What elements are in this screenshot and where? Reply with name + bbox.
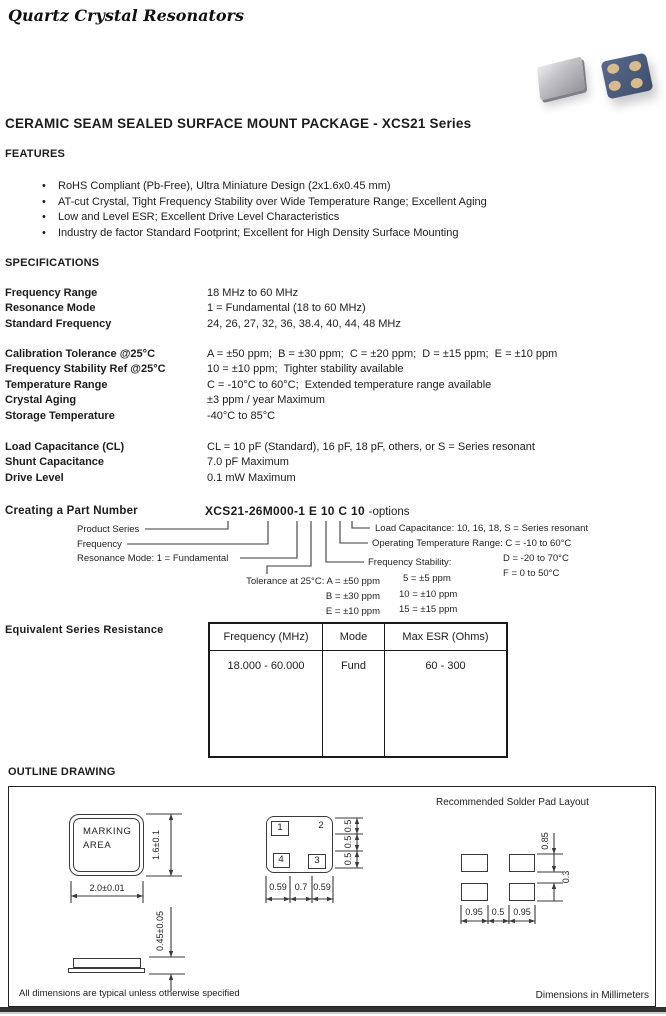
list-item: • AT-cut Crystal, Tight Frequency Stability over Wide Temperature Range; Excellent Aging <box>42 195 487 211</box>
drawing-footer-units: Dimensions in Millimeters <box>535 990 649 1001</box>
spec-row: Load Capacitance (CL) CL = 10 pF (Standard), 16 pF, 18 pF, others, or S = Series resonant <box>5 441 535 453</box>
esr-cell-mode: Fund <box>323 651 385 757</box>
solder-w1-label: 0.95 <box>465 907 483 917</box>
marking-area-line2: AREA <box>83 840 112 851</box>
list-item: • Industry de factor Standard Footprint; Excellent for High Density Surface Mounting <box>42 226 487 242</box>
spec-group-3 <box>5 440 535 486</box>
spec-row: Shunt Capacitance 7.0 pF Maximum <box>5 456 289 469</box>
part-number-label: Creating a Part Number <box>5 505 138 517</box>
pad-dim-left: 0.59 <box>269 882 287 892</box>
esr-table <box>208 622 508 758</box>
pad-3-label: 3 <box>314 855 320 866</box>
drawing-footer-note: All dimensions are typical unless otherwise specified <box>19 988 240 999</box>
pn-frequency-label: Frequency <box>77 539 122 550</box>
dim-thickness-label: 0.45±0.05 <box>155 911 165 951</box>
doc-title: Quartz Crystal Resonators <box>8 6 244 25</box>
features-heading: FEATURES <box>5 148 66 160</box>
pn-stability-10: 10 = ±10 ppm <box>399 589 458 600</box>
pn-resonance-label: Resonance Mode: 1 = Fundamental <box>77 553 229 564</box>
solder-pad <box>461 854 488 872</box>
esr-header-mode: Mode <box>323 624 385 650</box>
spec-row: Frequency Stability Ref @25°C 10 = ±10 ppm; Tighter stability available <box>5 363 404 376</box>
pad-dim-v2: 0.5 <box>343 835 353 849</box>
solder-pad <box>461 883 488 901</box>
spec-row: Crystal Aging ±3 ppm / year Maximum <box>5 394 325 407</box>
pn-stability-15: 15 = ±15 ppm <box>399 604 458 615</box>
list-item: • Low and Level ESR; Excellent Drive Level Characteristics <box>42 210 487 226</box>
page-bottom-shadow <box>0 1012 666 1014</box>
pn-product-series-label: Product Series <box>77 524 140 535</box>
part-number-value: XCS21-26M000-1 E 10 C 10 -options <box>205 504 410 518</box>
solder-pad <box>509 854 535 872</box>
part-number-options: -options <box>368 506 410 518</box>
page-title: CERAMIC SEAM SEALED SURFACE MOUNT PACKAGE - XCS21 Series <box>5 116 472 131</box>
esr-header-maxesr: Max ESR (Ohms) <box>402 631 489 643</box>
pad-dim-right: 0.59 <box>313 882 331 892</box>
spec-group-1 <box>5 286 401 332</box>
pad-2-label: 2 <box>318 820 324 831</box>
pn-load-capacitance: Load Capacitance: 10, 16, 18, S = Series resonant <box>375 523 589 534</box>
spec-row: Resonance Mode 1 = Fundamental (18 to 60 MHz) <box>5 302 366 315</box>
pn-stability-label: Frequency Stability: <box>368 557 452 568</box>
esr-cell-maxesr: 60 - 300 <box>425 660 466 672</box>
marking-area-line1: MARKING <box>83 826 132 837</box>
spec-row: Drive Level 0.1 mW Maximum <box>5 471 296 484</box>
pad-4-label: 4 <box>278 854 284 865</box>
esr-header-row <box>210 624 506 651</box>
esr-label: Equivalent Series Resistance <box>5 624 164 636</box>
solder-w2-label: 0.95 <box>513 907 531 917</box>
spec-row: Storage Temperature -40°C to 85°C <box>5 409 276 422</box>
pn-stability-5: 5 = ±5 ppm <box>403 573 451 584</box>
pn-op-temp-d: D = -20 to 70°C <box>503 553 569 564</box>
spec-row: Frequency Range 18 MHz to 60 MHz <box>5 287 299 299</box>
outline-drawing <box>8 786 656 1007</box>
spec-row: Temperature Range C = -10°C to 60°C; Extended temperature range available <box>5 378 492 391</box>
package-side-view-base <box>68 968 145 973</box>
package-photo-top-view <box>537 56 585 100</box>
pad-1-label: 1 <box>277 822 283 833</box>
spec-group-2 <box>5 347 557 424</box>
solder-gap-h-label: 0.5 <box>491 907 505 917</box>
spec-row: Calibration Tolerance @25°C A = ±50 ppm; B = ±30 ppm; C = ±20 ppm; D = ±15 ppm; E = ±10 ppm <box>5 348 558 360</box>
pad-dim-v1: 0.5 <box>343 819 353 833</box>
dim-height-label: 1.6±0.1 <box>151 830 161 860</box>
spec-row: Standard Frequency 24, 26, 27, 32, 36, 38.4, 40, 44, 48 MHz <box>5 317 401 330</box>
esr-header-frequency: Frequency (MHz) <box>210 624 323 650</box>
dim-width-label: 2.0±0.01 <box>89 883 125 893</box>
solder-pad-height-label: 0.85 <box>540 832 550 850</box>
package-photo-bottom-view <box>601 53 654 100</box>
pn-tolerance-b: B = ±30 ppm <box>325 591 380 602</box>
pn-op-temp-f: F = 0 to 50°C <box>503 568 560 579</box>
list-item: • RoHS Compliant (Pb-Free), Ultra Miniature Design (2x1.6x0.45 mm) <box>42 179 487 195</box>
specifications-heading: SPECIFICATIONS <box>5 257 100 269</box>
pad-dim-v3: 0.5 <box>343 852 353 866</box>
features-list <box>42 179 487 241</box>
solder-gap-v-label: 0.3 <box>561 870 571 884</box>
solder-pad <box>509 883 535 901</box>
solder-layout-title: Recommended Solder Pad Layout <box>436 797 589 808</box>
pn-tolerance-a: Tolerance at 25°C: A = ±50 ppm <box>246 576 380 587</box>
esr-cell-frequency: 18.000 - 60.000 <box>210 651 323 757</box>
package-side-view-lid <box>73 958 141 968</box>
outline-heading: OUTLINE DRAWING <box>8 766 116 778</box>
pad-dim-mid: 0.7 <box>294 882 308 892</box>
table-row <box>210 651 506 757</box>
pn-tolerance-e: E = ±10 ppm <box>325 606 380 617</box>
pn-op-temp-c: Operating Temperature Range: C = -10 to 60°C <box>372 538 572 549</box>
